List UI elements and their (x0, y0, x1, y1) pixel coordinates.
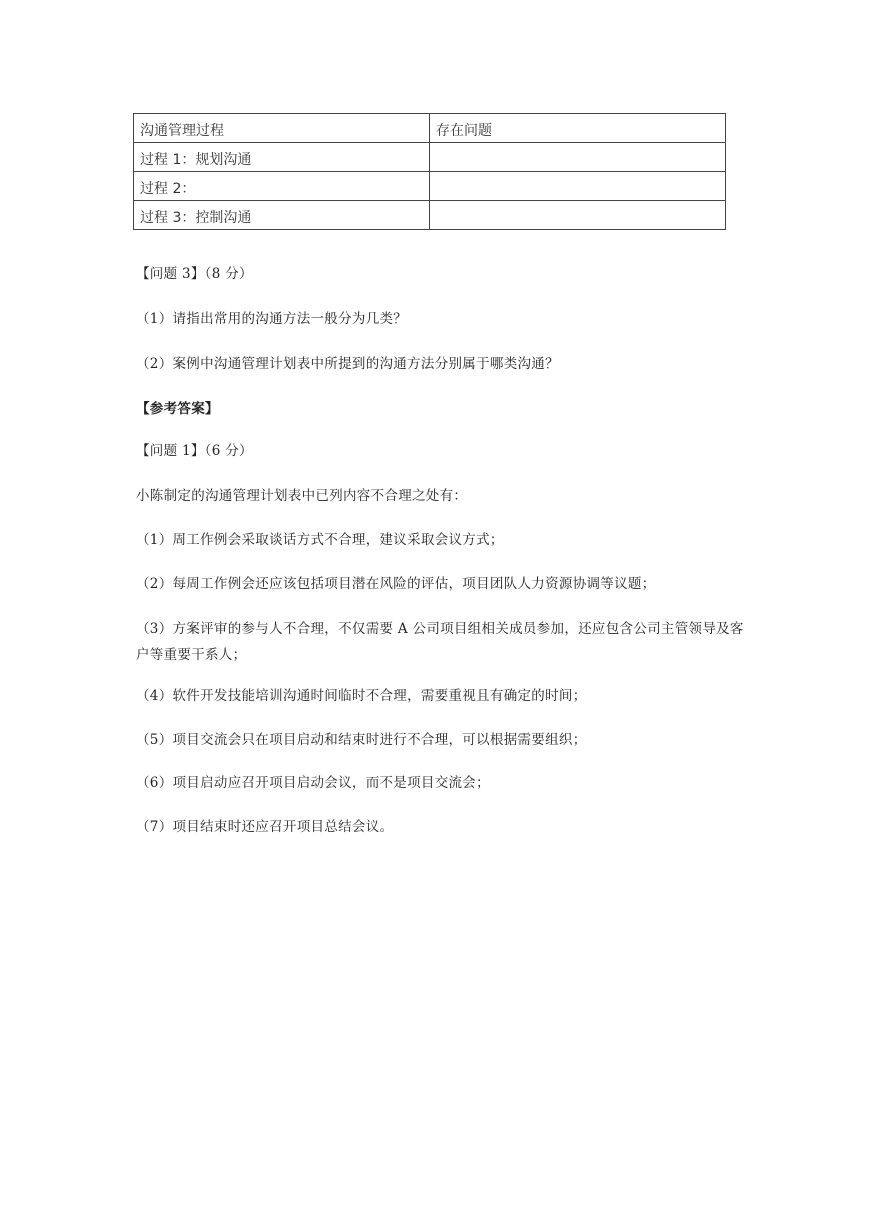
table-row (134, 143, 726, 172)
answer-item: （6）项目启动应召开项目启动会议，而不是项目交流会； (136, 775, 490, 791)
question-3-item: （2）案例中沟通管理计划表中所提到的沟通方法分别属于哪类沟通？ (136, 356, 559, 372)
question-3-title: 【问题 3】（8 分） (136, 266, 253, 282)
table-header-row (134, 114, 726, 143)
table-cell: 过程 2： (134, 172, 430, 201)
table-cell (430, 201, 726, 230)
answer-item: （4）软件开发技能培训沟通时间临时不合理，需要重视且有确定的时间； (136, 688, 587, 704)
table-header-cell: 沟通管理过程 (134, 114, 430, 143)
answer-item: （5）项目交流会只在项目启动和结束时进行不合理，可以根据需要组织； (136, 732, 587, 748)
communication-process-table (133, 113, 726, 230)
answer-item: （1）周工作例会采取谈话方式不合理，建议采取会议方式； (136, 532, 504, 548)
table-row (134, 172, 726, 201)
answer-question-1-title: 【问题 1】（6 分） (136, 443, 253, 459)
table-cell: 过程 1：规划沟通 (134, 143, 430, 172)
table-cell (430, 172, 726, 201)
table-row (134, 201, 726, 230)
table-header-cell: 存在问题 (430, 114, 726, 143)
table-cell: 过程 3：控制沟通 (134, 201, 430, 230)
answer-item: （3）方案评审的参与人不合理，不仅需要 A 公司项目组相关成员参加，还应包含公司主管领导及客户等重要干系人； (136, 621, 744, 663)
answer-item: （2）每周工作例会还应该包括项目潜在风险的评估，项目团队人力资源协调等议题； (136, 576, 656, 592)
answer-item: （7）项目结束时还应召开项目总结会议。 (136, 819, 394, 835)
question-3-item: （1）请指出常用的沟通方法一般分为几类？ (136, 311, 408, 327)
table-cell (430, 143, 726, 172)
answer-heading: 【参考答案】 (136, 401, 219, 417)
answer-intro: 小陈制定的沟通管理计划表中已列内容不合理之处有： (136, 488, 468, 504)
